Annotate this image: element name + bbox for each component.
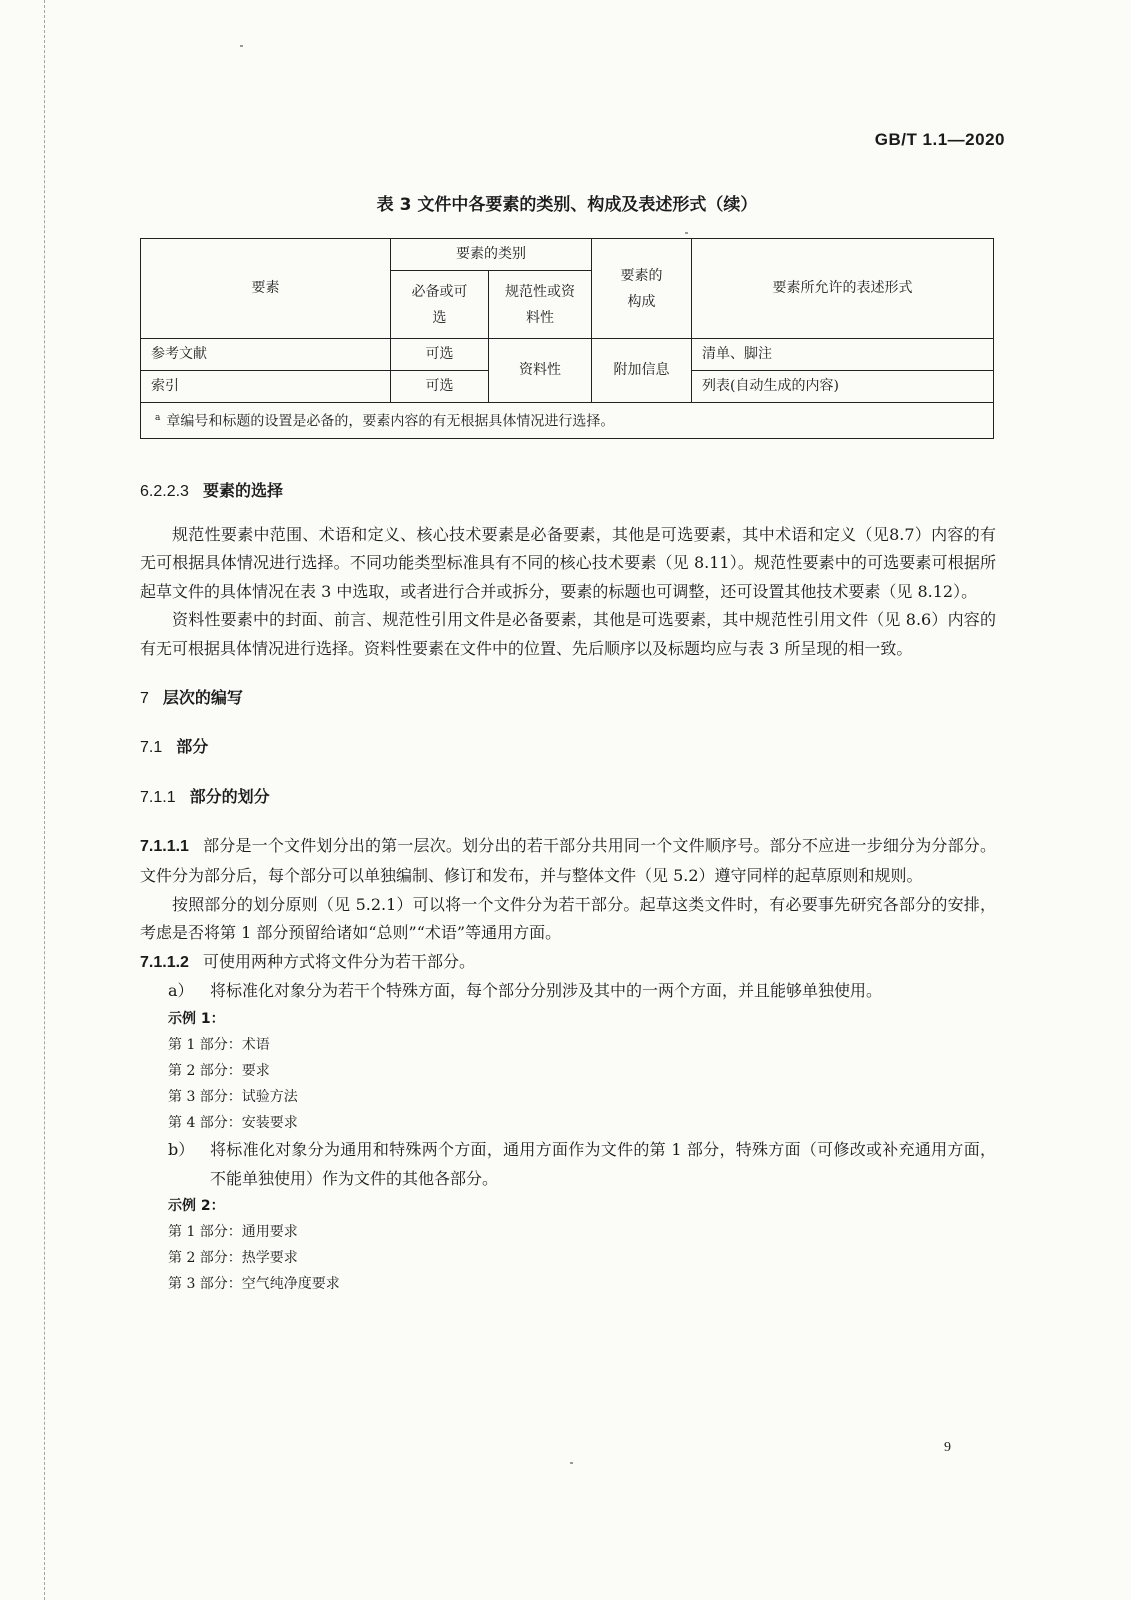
cell-element: 索引	[141, 371, 391, 403]
heading-7: 7 层次的编写	[140, 687, 243, 707]
example-item: 第 3 部分：试验方法	[168, 1088, 298, 1105]
paragraph: 按照部分的划分原则（见 5.2.1）可以将一个文件分为若干部分。起草这类文件时，有必要事先研究各部分的安排，考虑是否将第 1 部分预留给诸如“总则”“术语”等通用方面。	[140, 894, 996, 943]
paragraph: 规范性要素中范围、术语和定义、核心技术要素是必备要素，其他是可选要素，其中术语和定义（见8.7）内容的有无可根据具体情况进行选择。不同功能类型标准具有不同的核心技术要素（见 8.11）。规范性要素中的可选要素可根据所起草文件的具体情况在表 3 中选取，或者进行合并或拆分，要素的标题也可调整，还可设置其他技术要素（见 8.12）。	[140, 524, 996, 601]
cell-element: 参考文献	[141, 339, 391, 371]
footnote-mark: a	[155, 413, 161, 424]
paragraph-7-1-1-1: 7.1.1.1 部分是一个文件划分出的第一层次。划分出的若干部分共用同一个文件顺序号。部分不应进一步细分为分部分。文件分为部分后，每个部分可以单独编制、修订和发布，并与整体文件（见 5.2）遵守同样的起草原则和规则。	[140, 836, 996, 885]
heading-7-1: 7.1 部分	[140, 737, 209, 757]
table-title: 表 3 文件中各要素的类别、构成及表述形式（续）	[376, 195, 758, 215]
paragraph: 资料性要素中的封面、前言、规范性引用文件是必备要素，其他是可选要素，其中规范性引用文件（见 8.6）内容的有无可根据具体情况进行选择。资料性要素在文件中的位置、先后顺序以及标题均应与表 3 所呈现的相一致。	[140, 610, 996, 658]
table-footnote	[141, 403, 994, 439]
page-number: 9	[944, 1440, 951, 1455]
example-item: 第 1 部分：术语	[168, 1036, 270, 1053]
scan-speck	[685, 232, 688, 234]
header-composition: 要素的构成	[592, 239, 692, 339]
document-id-header: GB/T 1.1—2020	[874, 130, 1005, 149]
cell-form: 清单、脚注	[692, 339, 994, 371]
paragraph-7-1-1-2: 7.1.1.2 可使用两种方式将文件分为若干部分。	[140, 951, 475, 971]
footnote-text: 章编号和标题的设置是必备的，要素内容的有无根据具体情况进行选择。	[166, 413, 615, 430]
cell-required: 可选	[391, 371, 489, 403]
cell-composition-merged: 附加信息	[592, 339, 692, 403]
table-row	[141, 339, 994, 371]
body-content	[140, 477, 996, 1297]
table-header-row	[141, 239, 994, 271]
header-category: 要素的类别	[391, 239, 592, 271]
example-2-label: 示例 2：	[168, 1198, 225, 1215]
cell-form: 列表(自动生成的内容)	[692, 371, 994, 403]
example-item: 第 4 部分：安装要求	[168, 1114, 298, 1131]
header-forms: 要素所允许的表述形式	[692, 239, 994, 339]
header-normative: 规范性或资料性	[489, 271, 592, 339]
example-item: 第 2 部分：要求	[168, 1062, 270, 1079]
example-item: 第 3 部分：空气纯净度要求	[168, 1276, 340, 1293]
list-item-a: a） 将标准化对象分为若干个特殊方面，每个部分分别涉及其中的一两个方面，并且能够单独使用。	[168, 981, 883, 1001]
list-item-b: b） 将标准化对象分为通用和特殊两个方面，通用方面作为文件的第 1 部分，特殊方面（可修改或补充通用方面，不能单独使用）作为文件的其他各部分。	[168, 1139, 996, 1188]
example-item: 第 2 部分：热学要求	[168, 1250, 298, 1267]
heading-7-1-1: 7.1.1 部分的划分	[140, 786, 270, 806]
elements-table	[140, 238, 994, 439]
scan-edge-line	[44, 0, 46, 1600]
heading-6-2-2-3: 6.2.2.3 要素的选择	[140, 481, 283, 500]
table-footnote-row	[141, 403, 994, 439]
example-item: 第 1 部分：通用要求	[168, 1224, 298, 1241]
header-element: 要素	[141, 239, 391, 339]
scan-speck	[570, 1462, 573, 1464]
example-1-label: 示例 1：	[168, 1010, 225, 1027]
header-required: 必备或可选	[391, 271, 489, 339]
cell-required: 可选	[391, 339, 489, 371]
cell-normative-merged: 资料性	[489, 339, 592, 403]
scan-speck	[240, 45, 243, 47]
